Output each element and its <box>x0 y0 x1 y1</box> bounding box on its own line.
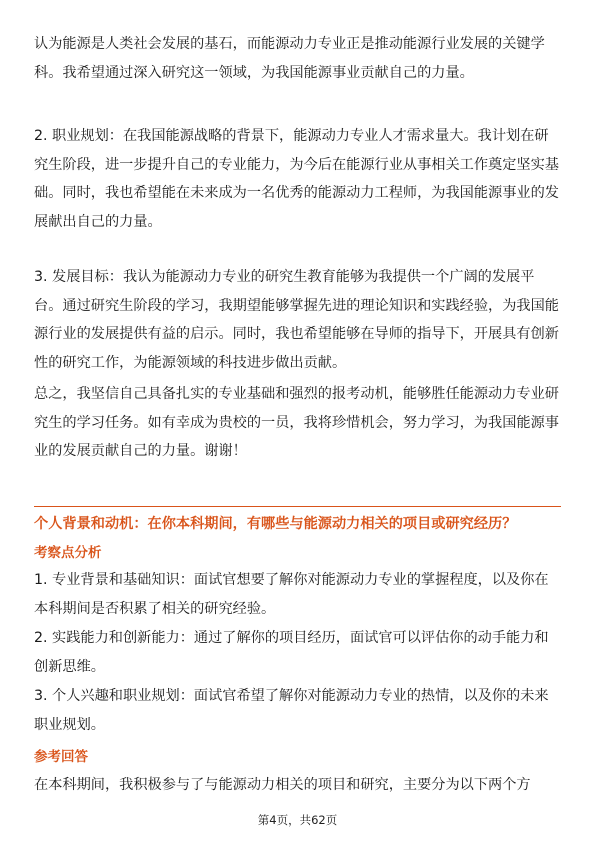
answer-heading: 参考回答 <box>34 749 88 765</box>
section-divider <box>34 506 561 507</box>
analysis-item: 1. 专业背景和基础知识：面试官想要了解你对能源动力专业的掌握程度，以及你在本科期间是否积累了相关的研究经验。 <box>34 572 549 617</box>
analysis-heading: 考察点分析 <box>34 545 102 561</box>
analysis-item: 2. 实践能力和创新能力：通过了解你的项目经历，面试官可以评估你的动手能力和创新思维。 <box>34 630 549 675</box>
answer-text: 在本科期间，我积极参与了与能源动力相关的项目和研究，主要分为以下两个方 <box>34 777 531 793</box>
interview-question: 个人背景和动机：在你本科期间，有哪些与能源动力相关的项目或研究经历？ <box>34 516 517 532</box>
paragraph-motivation: 认为能源是人类社会发展的基石，而能源动力专业正是推动能源行业发展的关键学科。我希望通过深入研究这一领域，为我国能源事业贡献自己的力量。 <box>34 36 545 81</box>
paragraph-career-plan: 2. 职业规划：在我国能源战略的背景下，能源动力专业人才需求量大。我计划在研究生阶段，进一步提升自己的专业能力，为今后在能源行业从事相关工作奠定坚实基础。同时，我也希望能在未来成为一名优秀的能源动力工程师，为我国能源事业的发展献出自己的力量。 <box>34 128 559 230</box>
page-number: 第4页，共62页 <box>257 813 338 827</box>
paragraph-development-goal: 3. 发展目标：我认为能源动力专业的研究生教育能够为我提供一个广阔的发展平台。通过研究生阶段的学习，我期望能够掌握先进的理论知识和实践经验，为我国能源行业的发展提供有益的启示。同时，我也希望能够在导师的指导下，开展具有创新性的研究工作，为能源领域的科技进步做出贡献。 <box>34 269 559 371</box>
analysis-item: 3. 个人兴趣和职业规划：面试官希望了解你对能源动力专业的热情，以及你的未来职业规划。 <box>34 688 549 733</box>
paragraph-conclusion: 总之，我坚信自己具备扎实的专业基础和强烈的报考动机，能够胜任能源动力专业研究生的学习任务。如有幸成为贵校的一员，我将珍惜机会，努力学习，为我国能源事业的发展贡献自己的力量。谢谢！ <box>34 386 559 459</box>
